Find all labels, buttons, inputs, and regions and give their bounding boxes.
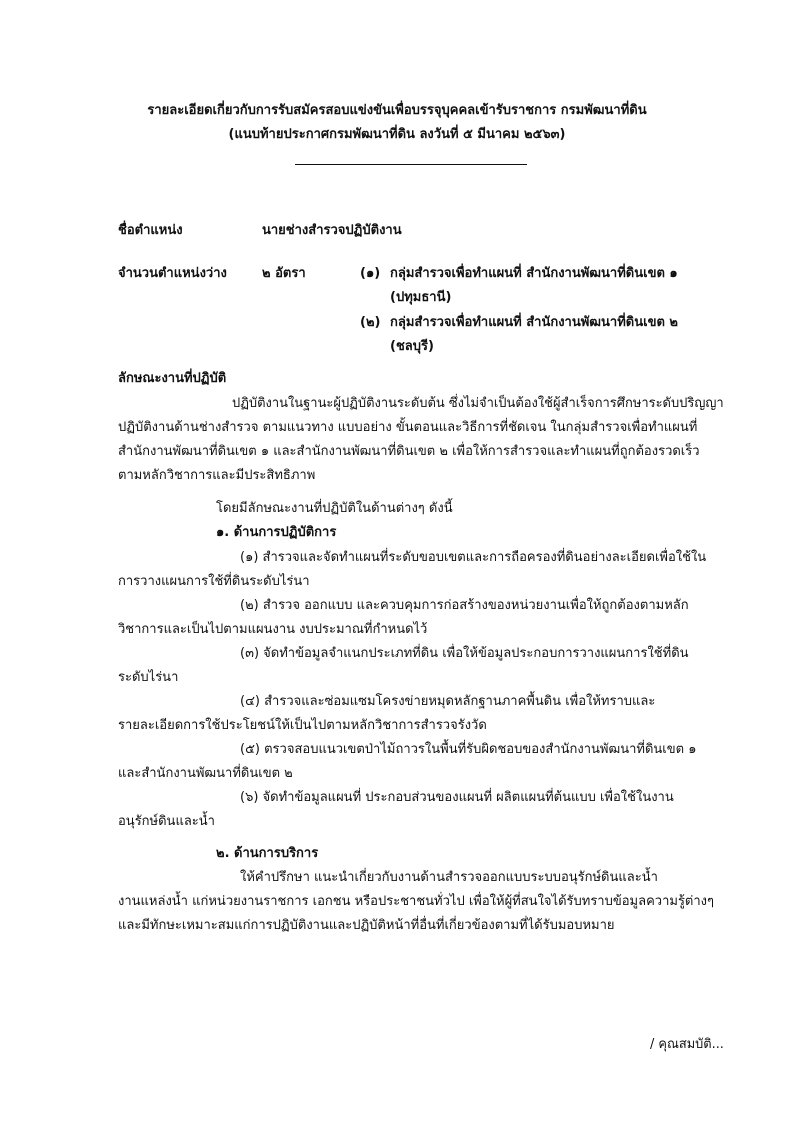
section1-item-line1: (๔) สำรวจและซ่อมแซมโครงข่ายหมุดหลักฐานภาคพื้นดิน เพื่อให้ทราบและ — [240, 694, 656, 709]
section1-item-line2: และสำนักงานพัฒนาที่ดินเขต ๒ — [118, 766, 293, 781]
duties-intro-line: สำนักงานพัฒนาที่ดินเขต ๑ และสำนักงานพัฒนาที่ดินเขต ๒ เพื่อให้การสำรวจและทำแผนที่ถูกต้องรวดเร็ว — [118, 444, 700, 459]
section1-item-line1: (๑) สำรวจและจัดทำแผนที่ระดับขอบเขตและการถือครองที่ดินอย่างละเอียดเพื่อใช้ใน — [240, 550, 707, 565]
section1-item-line2: รายละเอียดการใช้ประโยชน์ให้เป็นไปตามหลักวิชาการสำรวจรังวัด — [118, 718, 487, 733]
duties-heading: ลักษณะงานที่ปฏิบัติ — [118, 371, 227, 386]
title-divider — [295, 164, 527, 165]
section1-item-line1: (๕) ตรวจสอบแนวเขตป่าไม้ถาวรในพื้นที่รับผิดชอบของสำนักงานพัฒนาที่ดินเขต ๑ — [240, 742, 697, 757]
vacancy-item-line1: กลุ่มสำรวจเพื่อทำแผนที่ สำนักงานพัฒนาที่ดินเขต ๒ — [390, 315, 678, 330]
document-subtitle: (แนบท้ายประกาศกรมพัฒนาที่ดิน ลงวันที่ ๕ มีนาคม ๒๕๖๓) — [228, 127, 566, 142]
section1-title: ๑. ด้านการปฏิบัติการ — [216, 525, 337, 540]
position-label: ชื่อตำแหน่ง — [118, 223, 183, 238]
document-title: รายละเอียดเกี่ยวกับการรับสมัครสอบแข่งขันเพื่อบรรจุบุคคลเข้ารับราชการ กรมพัฒนาที่ดิน — [147, 103, 647, 118]
duties-intro-line: ปฏิบัติงานในฐานะผู้ปฏิบัติงานระดับต้น ซึ่งไม่จำเป็นต้องใช้ผู้สำเร็จการศึกษาระดับปริญญา — [232, 396, 724, 411]
section1-item-line2: การวางแผนการใช้ที่ดินระดับไร่นา — [118, 574, 310, 589]
vacancy-count: ๒ อัตรา — [262, 266, 306, 281]
duties-lead: โดยมีลักษณะงานที่ปฏิบัติในด้านต่างๆ ดังนี้ — [216, 501, 453, 516]
vacancy-item-line2: (ชลบุรี) — [390, 339, 434, 354]
section2-line: งานแหล่งน้ำ แก่หน่วยงานราชการ เอกชน หรือประชาชนทั่วไป เพื่อให้ผู้ที่สนใจได้รับทราบข้อมูลความรู้ต่างๆ — [118, 894, 715, 909]
continued-note: / คุณสมบัติ... — [650, 1037, 724, 1052]
section2-line: และมีทักษะเหมาะสมแก่การปฏิบัติงานและปฏิบัติหน้าที่อื่นที่เกี่ยวข้องตามที่ได้รับมอบหมาย — [118, 918, 615, 933]
section2-title: ๒. ด้านการบริการ — [216, 846, 319, 861]
section1-item-line1: (๒) สำรวจ ออกแบบ และควบคุมการก่อสร้างของหน่วยงานเพื่อให้ถูกต้องตามหลัก — [240, 598, 689, 613]
vacancy-item-line2: (ปทุมธานี) — [390, 290, 452, 305]
vacancy-item-number: (๑) — [360, 266, 381, 281]
vacancy-item-number: (๒) — [360, 315, 381, 330]
duties-intro-line: ตามหลักวิชาการและมีประสิทธิภาพ — [118, 468, 316, 483]
section1-item-line2: วิชาการและเป็นไปตามแผนงาน งบประมาณที่กำหนดไว้ — [118, 622, 428, 637]
section1-item-line1: (๖) จัดทำข้อมูลแผนที่ ประกอบส่วนของแผนที่ ผลิตแผนที่ต้นแบบ เพื่อใช้ในงาน — [240, 790, 674, 805]
section2-line: ให้คำปรึกษา แนะนำเกี่ยวกับงานด้านสำรวจออกแบบระบบอนุรักษ์ดินและน้ำ — [240, 870, 658, 885]
section1-item-line2: อนุรักษ์ดินและน้ำ — [118, 814, 215, 829]
section1-item-line1: (๓) จัดทำข้อมูลจำแนกประเภทที่ดิน เพื่อให้ข้อมูลประกอบการวางแผนการใช้ที่ดิน — [240, 646, 689, 661]
section1-item-line2: ระดับไร่นา — [118, 670, 179, 685]
vacancy-label: จำนวนตำแหน่งว่าง — [118, 266, 227, 281]
position-value: นายช่างสำรวจปฏิบัติงาน — [262, 223, 402, 238]
vacancy-item-line1: กลุ่มสำรวจเพื่อทำแผนที่ สำนักงานพัฒนาที่ดินเขต ๑ — [390, 266, 678, 281]
duties-intro-line: ปฏิบัติงานด้านช่างสำรวจ ตามแนวทาง แบบอย่าง ขั้นตอนและวิธีการที่ชัดเจน ในกลุ่มสำรวจเพื่อทำแผนที่ — [118, 420, 698, 435]
